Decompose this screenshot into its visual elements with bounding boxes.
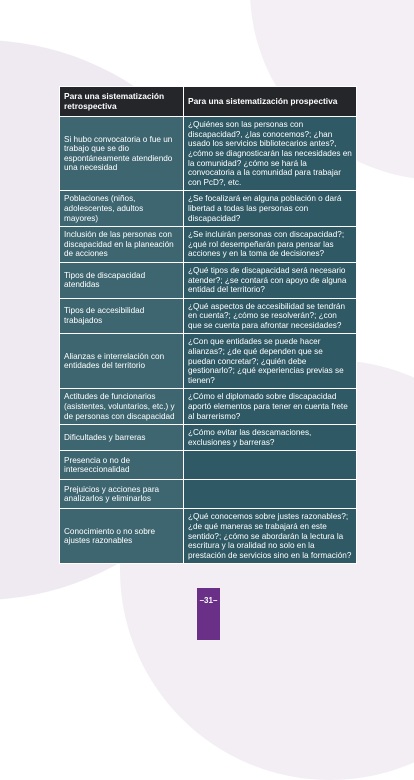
prospective-cell: ¿Se incluirán personas con discapacidad?; ¿qué rol desempeñarán para pensar las acciones y en la toma de decisiones?	[184, 227, 357, 263]
prospective-cell: ¿Con que entidades se puede hacer alianzas?; ¿de qué dependen que se puedan concretar?; ¿quién debe gestionarlo?; ¿qué experiencias previas se tienen?	[184, 334, 357, 389]
table-header-row	[60, 87, 357, 117]
table-row	[60, 334, 357, 389]
prospective-cell: ¿Qué aspectos de accesibilidad se tendrán en cuenta?; ¿cómo se resolverán?; ¿con que se cuenta para afrontar necesidades?	[184, 298, 357, 334]
prospective-cell: ¿Cómo evitar las descamaciones, exclusiones y barreras?	[184, 425, 357, 451]
retrospective-cell: Tipos de accesibilidad trabajados	[60, 298, 184, 334]
table-row	[60, 451, 357, 480]
page-number: –31–	[199, 596, 218, 605]
retrospective-cell: Inclusión de las personas con discapacidad en la planeación de acciones	[60, 227, 184, 263]
prospective-cell: ¿Cómo el diplomado sobre discapacidad aportó elementos para tener en cuenta frete al barrerismo?	[184, 389, 357, 425]
header-prospective: Para una sistematización prospectiva	[184, 87, 357, 117]
table-row	[60, 227, 357, 263]
prospective-cell: ¿Qué conocemos sobre justes razonables?; ¿de qué maneras se trabajará en este sentido?; ¿cómo se abordarán la lectura la escritura y la oralidad no solo en la prestación de servicios sino en la formación?	[184, 509, 357, 564]
prospective-cell	[184, 451, 357, 480]
table-row	[60, 509, 357, 564]
table-row	[60, 425, 357, 451]
retrospective-cell: Alianzas e interrelación con entidades del territorio	[60, 334, 184, 389]
retrospective-cell: Prejuicios y acciones para analizarlos y eliminarlos	[60, 480, 184, 509]
retrospective-cell: Presencia o no de interseccionalidad	[60, 451, 184, 480]
retrospective-cell: Dificultades y barreras	[60, 425, 184, 451]
retrospective-cell: Actitudes de funcionarios (asistentes, voluntarios, etc.) y de personas con discapacidad	[60, 389, 184, 425]
header-retrospective: Para una sistematización retrospectiva	[60, 87, 184, 117]
table-row	[60, 262, 357, 298]
retrospective-cell: Conocimiento o no sobre ajustes razonables	[60, 509, 184, 564]
prospective-cell	[184, 480, 357, 509]
prospective-cell: ¿Qué tipos de discapacidad será necesario atender?; ¿se contará con apoyo de alguna entidad del territorio?	[184, 262, 357, 298]
prospective-cell: ¿Quiénes son las personas con discapacidad?, ¿las conocemos?; ¿han usado los servicios bibliotecarios antes?, ¿cómo se diagnosticarán las necesidades en la comunidad? ¿cómo se hará la convocatoria a la comunidad para trabajar con PcD?, etc.	[184, 117, 357, 191]
systematization-table-container	[59, 86, 356, 564]
table-row	[60, 480, 357, 509]
retrospective-cell: Tipos de discapacidad atendidas	[60, 262, 184, 298]
retrospective-cell: Si hubo convocatoria o fue un trabajo que se dio espontáneamente atendiendo una necesidad	[60, 117, 184, 191]
table-row	[60, 191, 357, 227]
table-row	[60, 389, 357, 425]
table-row	[60, 298, 357, 334]
retrospective-cell: Poblaciones (niños, adolescentes, adultos mayores)	[60, 191, 184, 227]
systematization-table	[59, 86, 357, 564]
table-row	[60, 117, 357, 191]
prospective-cell: ¿Se focalizará en alguna población o dará libertad a todas las personas con discapacidad?	[184, 191, 357, 227]
page-number-tab	[197, 588, 220, 640]
